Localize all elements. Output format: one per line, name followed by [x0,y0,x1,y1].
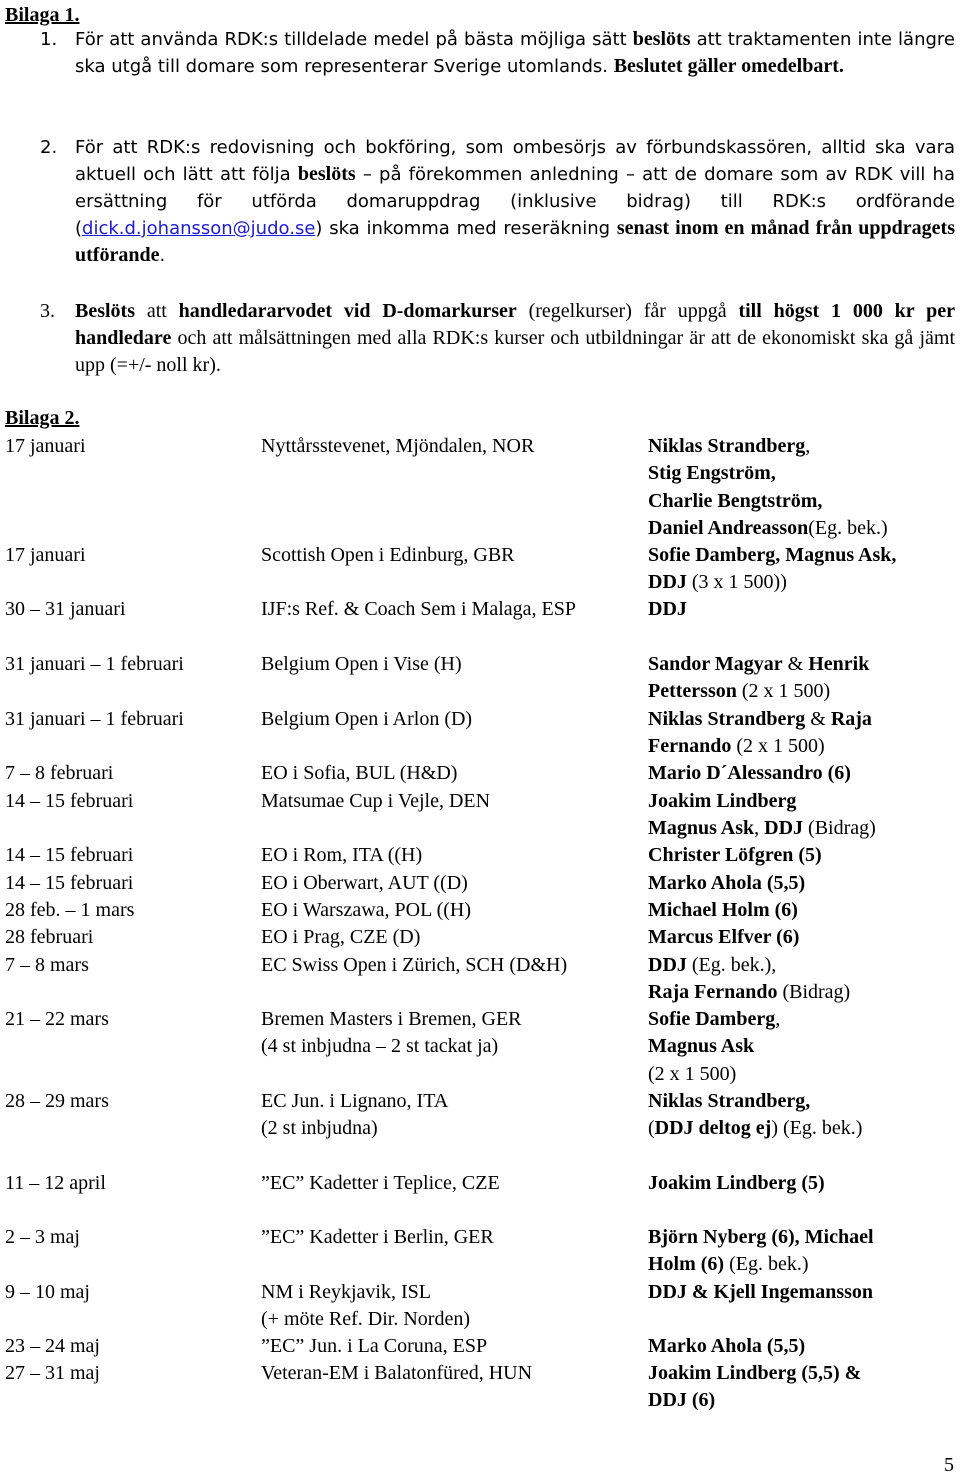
item-body [75,298,955,379]
text-run: Niklas Strandberg [648,435,806,457]
text-run: Marko Ahola (5,5) [648,872,806,894]
text-run: senast inom en månad från uppdragets utförande [75,217,955,266]
row-date: 14 – 15 februari [5,844,134,866]
event-line: Bremen Masters i Bremen, GER [261,1008,522,1030]
item-number: 3. [40,300,55,322]
row-people [648,1088,862,1143]
event-line: ”EC” Kadetter i Teplice, CZE [261,1172,500,1194]
row-event [261,788,490,815]
event-line: (2 st inbjudna) [261,1117,378,1140]
event-line: EO i Prag, CZE (D) [261,926,421,948]
row-people [648,842,822,869]
text-run: att traktamenten inte längre ska utgå till domare som representerar Sverige utomlands. [75,29,955,77]
text-run: Pettersson [648,680,737,703]
row-people [648,1360,861,1415]
row-date: 17 januari [5,435,86,457]
event-line: NM i Reykjavik, ISL [261,1281,431,1303]
text-run: DDJ [648,598,687,620]
row-event [261,596,576,623]
people-line [648,488,888,515]
event-line: ”EC” Kadetter i Berlin, GER [261,1226,494,1248]
row-people [648,760,851,787]
text-run: Sofie Damberg [648,1008,776,1030]
row-event [261,760,457,787]
text-run: Beslutet gäller omedelbart. [613,55,844,77]
people-line [648,433,888,460]
text-run: Joakim Lindberg (5,5) & [648,1362,862,1384]
text-run: & [805,708,831,730]
people-line [648,1279,873,1306]
row-event [261,1279,470,1334]
text-run: ) ska inkomma med reseräkning [315,218,617,239]
row-people [648,788,876,843]
text-run: Stig Engström, [648,462,776,485]
row-event [261,433,534,460]
event-line: EO i Sofia, BUL (H&D) [261,762,458,784]
text-run: DDJ (6) [648,1389,716,1412]
row-people [648,433,888,542]
row-people [648,1224,874,1279]
bilaga1-heading: Bilaga 1. [5,4,80,26]
text-run: Raja Fernando [648,981,778,1004]
people-line [648,1224,874,1251]
people-line [648,897,798,924]
people-line [648,979,850,1006]
event-line: EO i Oberwart, AUT ((D) [261,872,468,894]
text-run: Magnus Ask [648,817,755,840]
text-run: DDJ [648,571,687,594]
text-run: Henrik [808,653,870,675]
text-run: Niklas Strandberg, [648,1090,811,1112]
row-people [648,1170,825,1197]
event-line: Nyttårsstevenet, Mjöndalen, NOR [261,435,535,457]
people-line [648,1170,825,1197]
row-date: 31 januari – 1 februari [5,653,184,675]
people-line [648,952,850,979]
item-number: 2. [40,137,58,158]
event-line: (+ möte Ref. Dir. Norden) [261,1308,471,1331]
row-people [648,542,896,597]
page-number: 5 [944,1454,954,1476]
people-line [648,924,799,951]
text-run: Holm (6) [648,1253,725,1276]
row-event [261,706,472,733]
text-run: Marcus Elfver (6) [648,926,800,948]
event-line: Belgium Open i Vise (H) [261,653,462,675]
people-line [648,596,687,623]
text-run: Joakim Lindberg (5) [648,1172,825,1194]
text-run: ( [648,1117,655,1140]
text-run: För att RDK:s redovisning och bokföring, som ombesörjs av förbundskassören, alltid ska vara aktuell och lätt att följa [75,137,955,185]
people-line [648,569,896,596]
people-line [648,678,869,705]
text-run: DDJ & Kjell Ingemansson [648,1281,874,1303]
event-line: EC Jun. i Lignano, ITA [261,1090,449,1112]
item-number: 1. [40,29,58,50]
text-run: DDJ [764,817,804,840]
text-run: . [159,245,166,266]
text-run: För att använda RDK:s tilldelade medel på bästa möjliga sätt [75,29,633,50]
people-line [648,842,822,869]
people-line [648,1088,862,1115]
row-date: 27 – 31 maj [5,1362,100,1384]
text-run: Fernando [648,735,732,758]
row-date: 21 – 22 mars [5,1008,109,1030]
email-link[interactable]: dick.d.johansson@judo.se [82,218,316,239]
text-run: (Eg. bek.) [724,1253,809,1276]
row-people [648,706,872,761]
text-run: Michael Holm (6) [648,899,798,921]
event-line: Veteran-EM i Balatonfüred, HUN [261,1362,533,1384]
row-date: 30 – 31 januari [5,598,126,620]
bilaga1-item-1 [40,26,955,80]
row-event [261,952,567,979]
row-event [261,1170,500,1197]
row-date: 9 – 10 maj [5,1281,90,1303]
event-line: EC Swiss Open i Zürich, SCH (D&H) [261,954,568,976]
event-line: (4 st inbjudna – 2 st tackat ja) [261,1035,499,1058]
row-date: 28 feb. – 1 mars [5,899,135,921]
row-people [648,897,798,924]
text-run: (2 x 1 500) [736,680,831,703]
event-line: IJF:s Ref. & Coach Sem i Malaga, ESP [261,598,576,620]
row-people [648,924,799,951]
text-run: (2 x 1 500) [648,1062,737,1085]
row-people [648,870,805,897]
text-run: Sofie Damberg, Magnus Ask, [648,544,897,566]
row-date: 14 – 15 februari [5,790,134,812]
text-run: beslöts [632,28,691,50]
row-people [648,596,687,623]
row-date: 23 – 24 maj [5,1335,100,1357]
row-date: 7 – 8 februari [5,762,114,784]
row-people [648,651,869,706]
text-run: (Bidrag) [777,981,851,1004]
text-run: , [754,817,765,840]
text-run: handledararvodet vid D-domarkurser [178,300,517,322]
row-date: 31 januari – 1 februari [5,708,184,730]
text-run: Beslöts [75,300,135,322]
event-line: Scottish Open i Edinburg, GBR [261,544,515,566]
event-line: EO i Warszawa, POL ((H) [261,899,471,921]
text-run: Joakim Lindberg [648,790,797,812]
row-event [261,924,420,951]
people-line [648,1387,861,1414]
text-run: till högst 1 000 kr per handledare [75,300,955,349]
row-date: 28 – 29 mars [5,1090,109,1112]
text-run: , [775,1008,781,1030]
text-run: (3 x 1 500)) [686,571,787,594]
people-line [648,760,851,787]
text-run: Marko Ahola (5,5) [648,1335,806,1357]
row-event [261,897,471,924]
text-run: Björn Nyberg (6), Michael [648,1226,874,1248]
row-event [261,1088,448,1143]
text-run: (Eg. bek.), [686,954,777,976]
people-line [648,706,872,733]
people-line [648,1061,780,1088]
text-run: Daniel Andreasson [648,516,809,539]
row-event [261,1224,494,1251]
text-run: (regelkurser) får uppgå [516,300,739,322]
row-people [648,1333,805,1360]
row-event [261,542,515,569]
text-run: , [805,435,811,457]
row-date: 28 februari [5,926,94,948]
row-people [648,1006,780,1088]
people-line [648,1360,861,1387]
people-line [648,1033,780,1060]
text-run: & [782,653,809,675]
text-run: DDJ [648,954,687,976]
text-run: ) (Eg. bek.) [771,1117,863,1140]
people-line [648,1333,805,1360]
text-run: Charlie Bengtström, [648,489,823,512]
event-line: ”EC” Jun. i La Coruna, ESP [261,1335,488,1357]
people-line [648,1006,780,1033]
text-run: (Eg. bek.) [808,516,888,539]
people-line [648,542,896,569]
people-line [648,870,805,897]
text-run: Raja [830,708,872,730]
row-event [261,1006,522,1061]
event-line: Matsumae Cup i Vejle, DEN [261,790,491,812]
row-date: 14 – 15 februari [5,872,134,894]
text-run: Christer Löfgren (5) [648,844,822,866]
event-line: EO i Rom, ITA ((H) [261,844,423,866]
row-date: 11 – 12 april [5,1172,106,1194]
text-run: (2 x 1 500) [731,735,825,758]
text-run: Niklas Strandberg [648,708,806,730]
people-line [648,788,876,815]
text-run: DDJ deltog ej [654,1117,772,1140]
event-line: Belgium Open i Arlon (D) [261,708,473,730]
people-line [648,460,888,487]
row-date: 2 – 3 maj [5,1226,80,1248]
text-run: (Bidrag) [803,817,876,840]
text-run: beslöts [297,163,356,185]
row-event [261,870,468,897]
bilaga2-heading: Bilaga 2. [5,407,80,429]
people-line [648,815,876,842]
row-event [261,842,422,869]
people-line [648,1251,874,1278]
row-event [261,1360,532,1387]
people-line [648,1115,862,1142]
row-date: 7 – 8 mars [5,954,89,976]
text-run: att [135,300,179,322]
row-date: 17 januari [5,544,86,566]
row-people [648,1279,873,1306]
row-event [261,1333,487,1360]
text-run: och att målsättningen med alla RDK:s kurser och utbildningar är att de ekonomiskt ska gå jämt upp (=+/- noll kr). [75,327,955,376]
people-line [648,651,869,678]
text-run: Sandor Magyar [648,653,783,675]
row-event [261,651,462,678]
item-body [75,26,955,80]
bilaga1-item-3 [40,298,955,379]
row-people [648,952,850,1007]
text-run: Mario D´Alessandro (6) [648,762,851,784]
item-body [75,134,955,269]
people-line [648,733,872,760]
bilaga1-item-2 [40,134,955,269]
text-run: Magnus Ask [648,1035,755,1058]
people-line [648,515,888,542]
text-run: – på förekommen anledning – att de domare som av RDK vill ha ersättning för utförda domaruppdrag (inklusive bidrag) till RDK:s ordförande ( [75,164,955,239]
